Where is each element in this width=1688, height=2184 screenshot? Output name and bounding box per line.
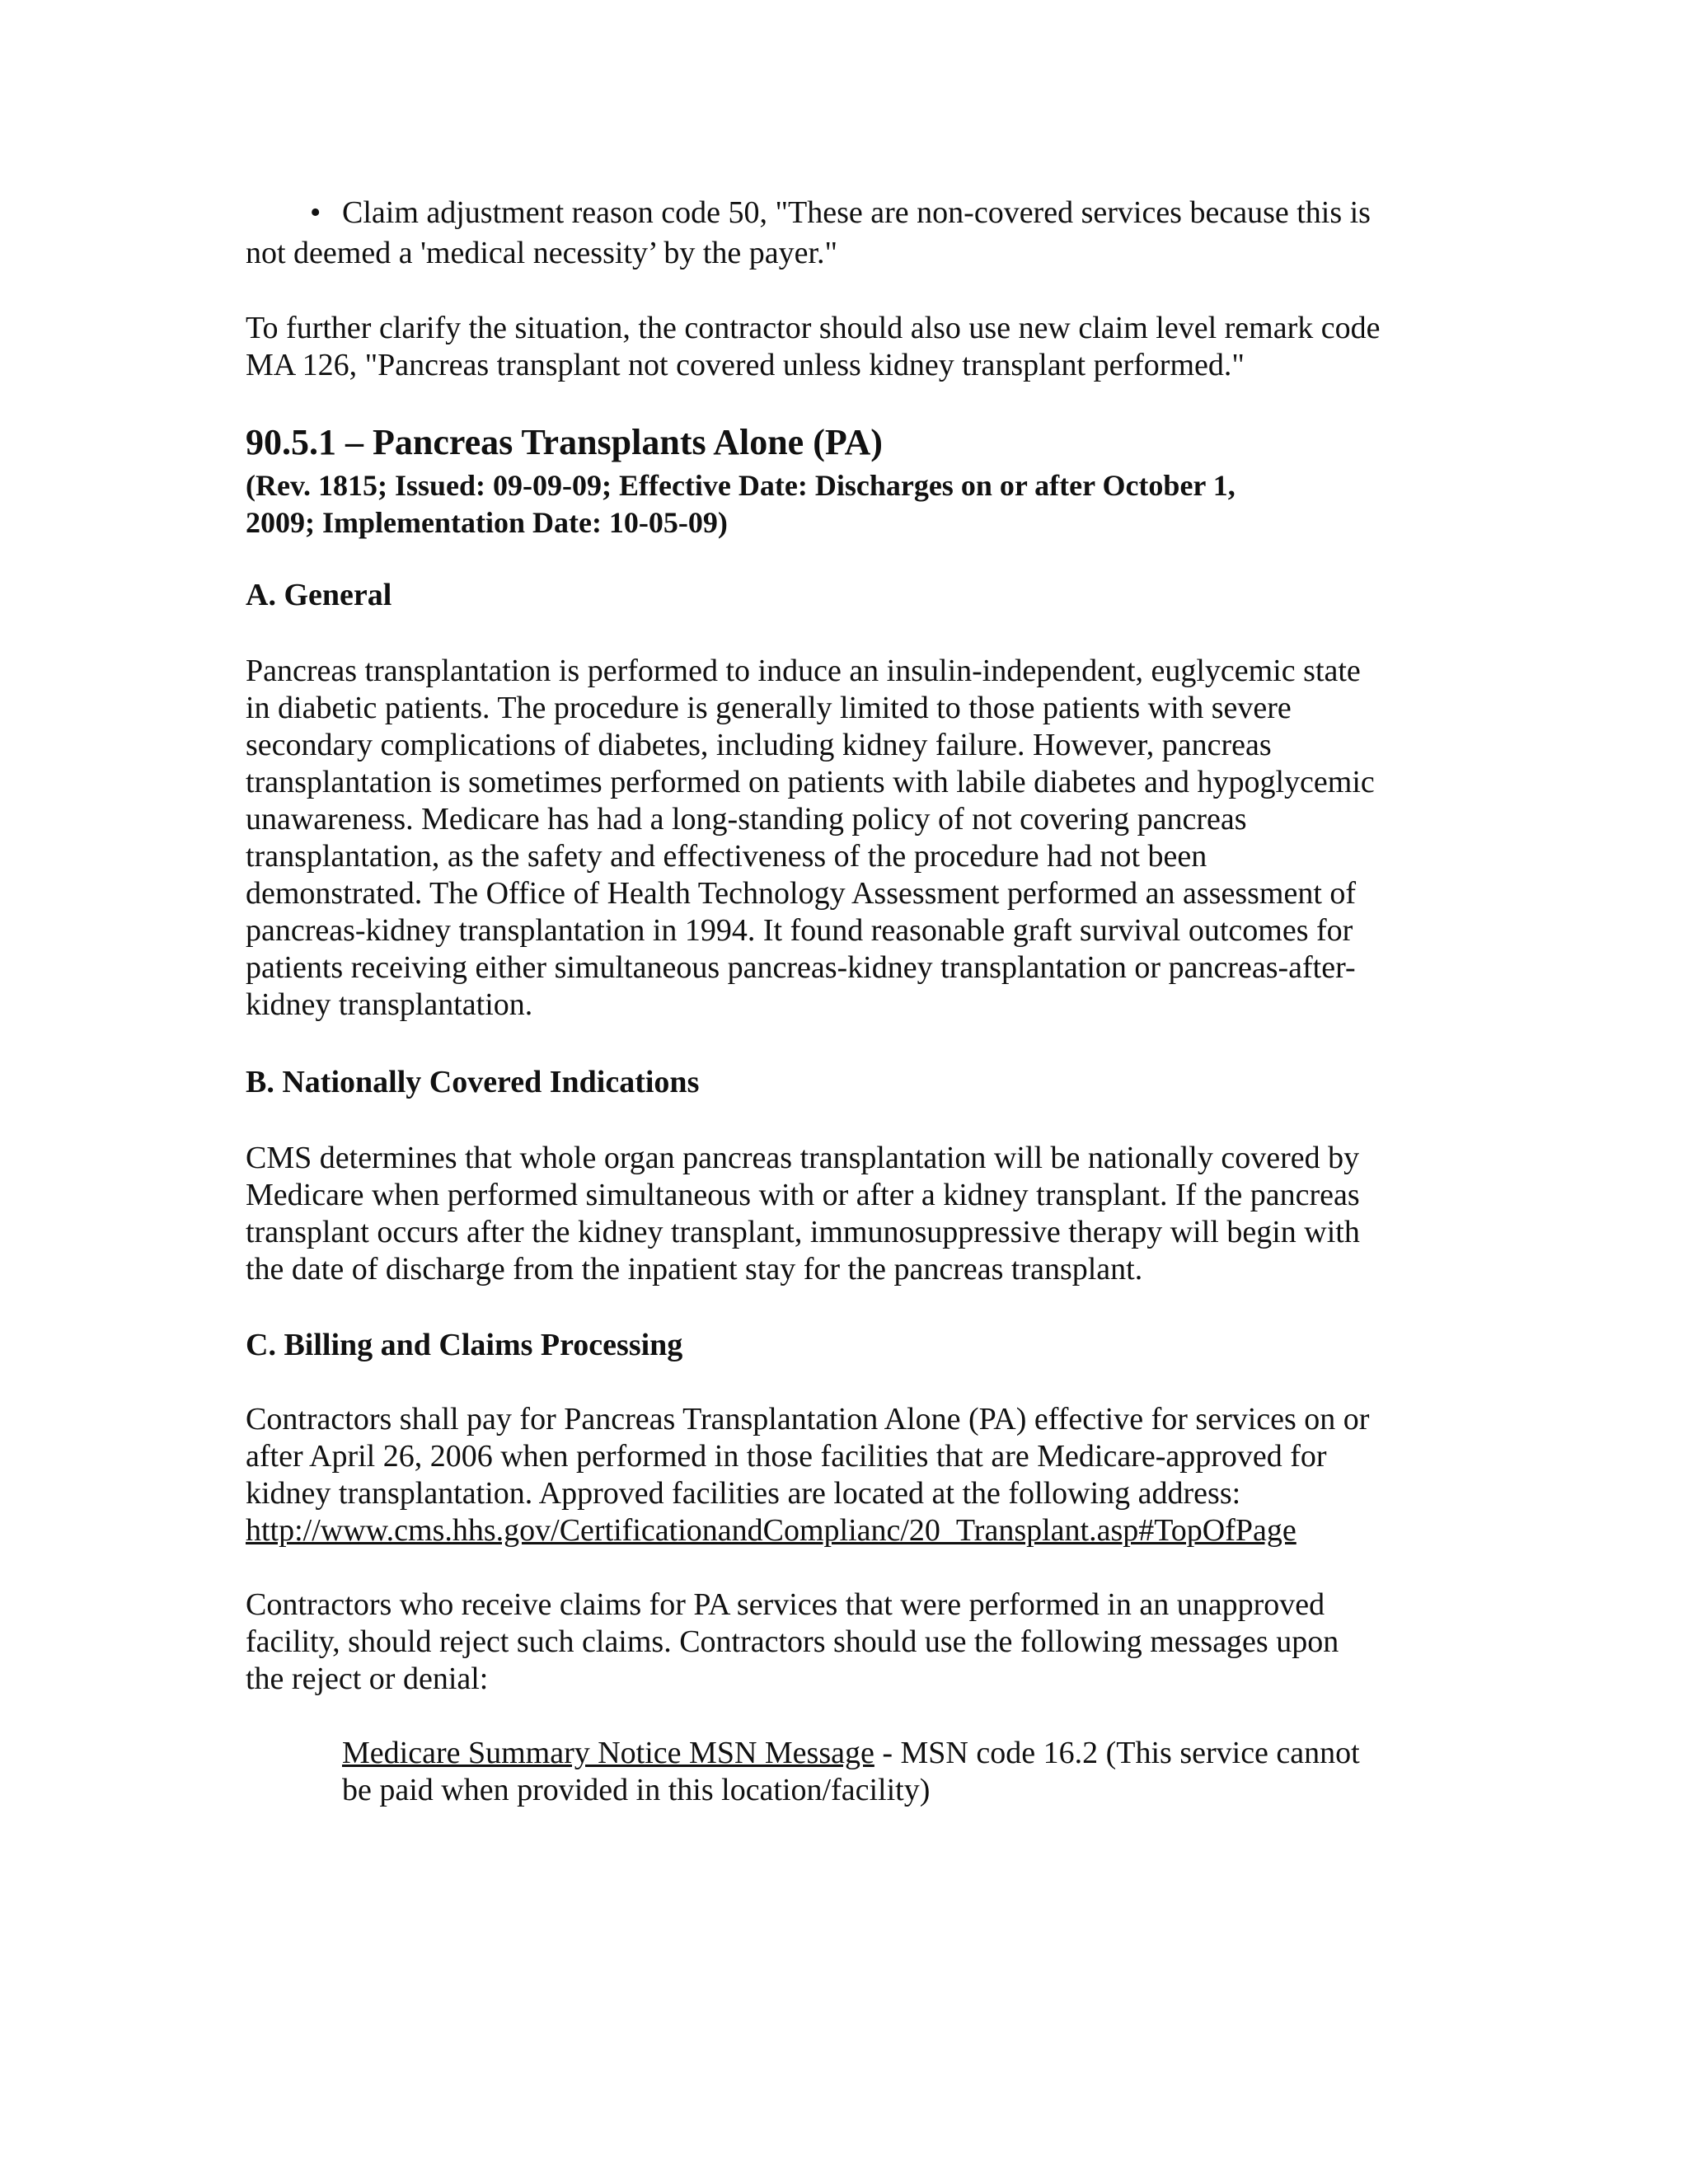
msn-text: - MSN code 16.2 (This service cannot be paid when provided in this location/facility) [342,1736,1360,1807]
facilities-link[interactable]: http://www.cms.hhs.gov/CertificationandComplianc/20_Transplant.asp#TopOfPage [246,1513,1296,1548]
billing-paragraph-1: Contractors shall pay for Pancreas Transplantation Alone (PA) effective for services on or after April 26, 2006 when performed in those facilities that are Medicare-approved for kidney transplantation. Approved facilities are located at the following address: [246,1402,1370,1511]
bullet-icon: • [310,195,321,230]
covered-heading: B. Nationally Covered Indications [246,1065,700,1099]
msn-label: Medicare Summary Notice MSN Message [342,1736,874,1770]
msn-message [342,1735,1471,1809]
billing-heading: C. Billing and Claims Processing [246,1328,683,1362]
general-paragraph: Pancreas transplantation is performed to induce an insulin-independent, euglycemic state in diabetic patients. The procedure is generally limited to those patients with severe secondary complications of diabetes, including kidney failure. However, pancreas transplantation is sometimes performed on patients with labile diabetes and hypoglycemic unawareness. Medicare has had a long-standing policy of not covering pancreas transplantation, as the safety and effectiveness of the procedure had not been demonstrated. The Office of Health Technology Assessment performed an assessment of pancreas-kidney transplantation in 1994. It found reasonable graft survival outcomes for patients receiving either simultaneous pancreas-kidney transplantation or pancreas-after- kidney transplantation. [246,654,1375,1022]
covered-paragraph: CMS determines that whole organ pancreas transplantation will be nationally covered by Medicare when performed simultaneous with or after a kidney transplant. If the pancreas transplant occurs after the kidney transplant, immunosuppressive therapy will begin with the date of discharge from the inpatient stay for the pancreas transplant. [246,1141,1360,1286]
section-title: 90.5.1 – Pancreas Transplants Alone (PA) [246,422,883,462]
bullet-text-line2: not deemed a 'medical necessity’ by the payer." [246,236,838,270]
bullet-item [246,193,1449,274]
billing-paragraph-2: Contractors who receive claims for PA services that were performed in an unapproved facility, should reject such claims. Contractors should use the following messages upon the reject or denial: [246,1587,1339,1696]
general-heading: A. General [246,578,392,612]
bullet-text-line1: Claim adjustment reason code 50, "These are non-covered services because this is [342,195,1371,230]
revision-note: (Rev. 1815; Issued: 09-09-09; Effective Date: Discharges on or after October 1, 2009; Implementation Date: 10-05-09) [246,469,1236,539]
intro-paragraph: To further clarify the situation, the contractor should also use new claim level remark code MA 126, "Pancreas transplant not covered unless kidney transplant performed." [246,311,1381,382]
